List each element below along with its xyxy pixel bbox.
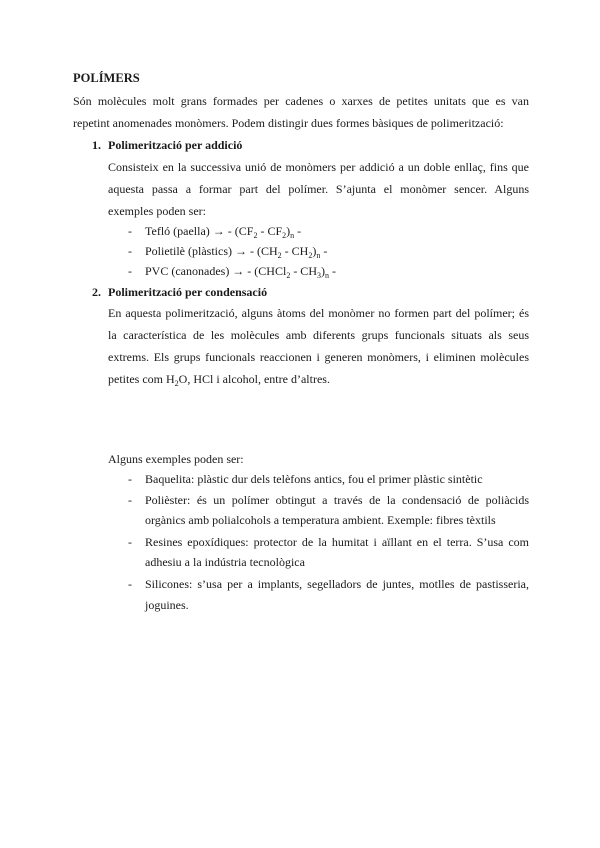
bullet-dash: -: [128, 264, 132, 278]
page-title: POLÍMERS: [73, 71, 140, 85]
section-1-number: 1.: [92, 138, 101, 152]
bullet-dash: -: [128, 577, 132, 591]
section-1-line-1: Consisteix en la successiva unió de monòmers per addició a un doble enllaç, fins que: [108, 160, 529, 174]
example-resines-line-2: adhesiu a la indústria tecnològica: [145, 555, 305, 569]
bullet-dash: -: [128, 493, 132, 507]
examples-heading: Alguns exemples poden ser:: [108, 452, 244, 466]
section-1-line-2: aquesta passa a formar part del polímer. S’ajunta el monòmer sencer. Alguns: [108, 182, 529, 196]
section-1-line-3: exemples poden ser:: [108, 204, 206, 218]
example-silicones-line-2: joguines.: [145, 598, 189, 612]
section-1-title: Polimerització per addició: [108, 138, 243, 152]
section-2-number: 2.: [92, 285, 101, 299]
bullet-dash: -: [128, 472, 132, 486]
example-resines-line-1: Resines epoxídiques: protector de la humitat i aïllant en el terra. S’usa com: [145, 535, 529, 549]
example-teflon: Tefló (paella) → - $(CF_2 - CF_2)_n$ -: [145, 224, 302, 240]
example-poliester-line-2: orgànics amb polialcohols a temperatura ambient. Exemple: fibres tèxtils: [145, 513, 496, 527]
section-2-line-3: extrems. Els grups funcionals reaccionen i generen monòmers, i eliminen molècules: [108, 350, 529, 364]
intro-line-2: repetint anomenades monòmers. Podem distingir dues formes bàsiques de polimerització:: [73, 116, 504, 130]
example-pvc: PVC (canonades) → - (CHCl$_2$ - $CH_3)_n$ -: [145, 264, 336, 280]
section-2-title: Polimerització per condensació: [108, 285, 268, 299]
intro-line-1: Són molècules molt grans formades per cadenes o xarxes de petites unitats que es van: [73, 94, 529, 108]
bullet-dash: -: [128, 224, 132, 238]
example-silicones-line-1: Silicones: s’usa per a implants, segelladors de juntes, motlles de pastisseria,: [145, 577, 529, 591]
section-2-line-4: petites com $H_2O$, HCl i alcohol, entre d’altres.: [108, 372, 330, 388]
example-polietile: Polietilè (plàstics) → - $(CH_2 - CH_2)_n$ -: [145, 244, 328, 260]
bullet-dash: -: [128, 535, 132, 549]
bullet-dash: -: [128, 244, 132, 258]
section-2-line-2: la característica de les molècules amb diferents grups funcionals situats als seus: [108, 328, 529, 342]
example-poliester-line-1: Polièster: és un polímer obtingut a través de la condensació de poliàcids: [145, 493, 529, 507]
section-2-line-1: En aquesta polimerització, alguns àtoms del monòmer no formen part del polímer; és: [108, 306, 529, 320]
example-baquelita: Baquelita: plàstic dur dels telèfons antics, fou el primer plàstic sintètic: [145, 472, 483, 486]
